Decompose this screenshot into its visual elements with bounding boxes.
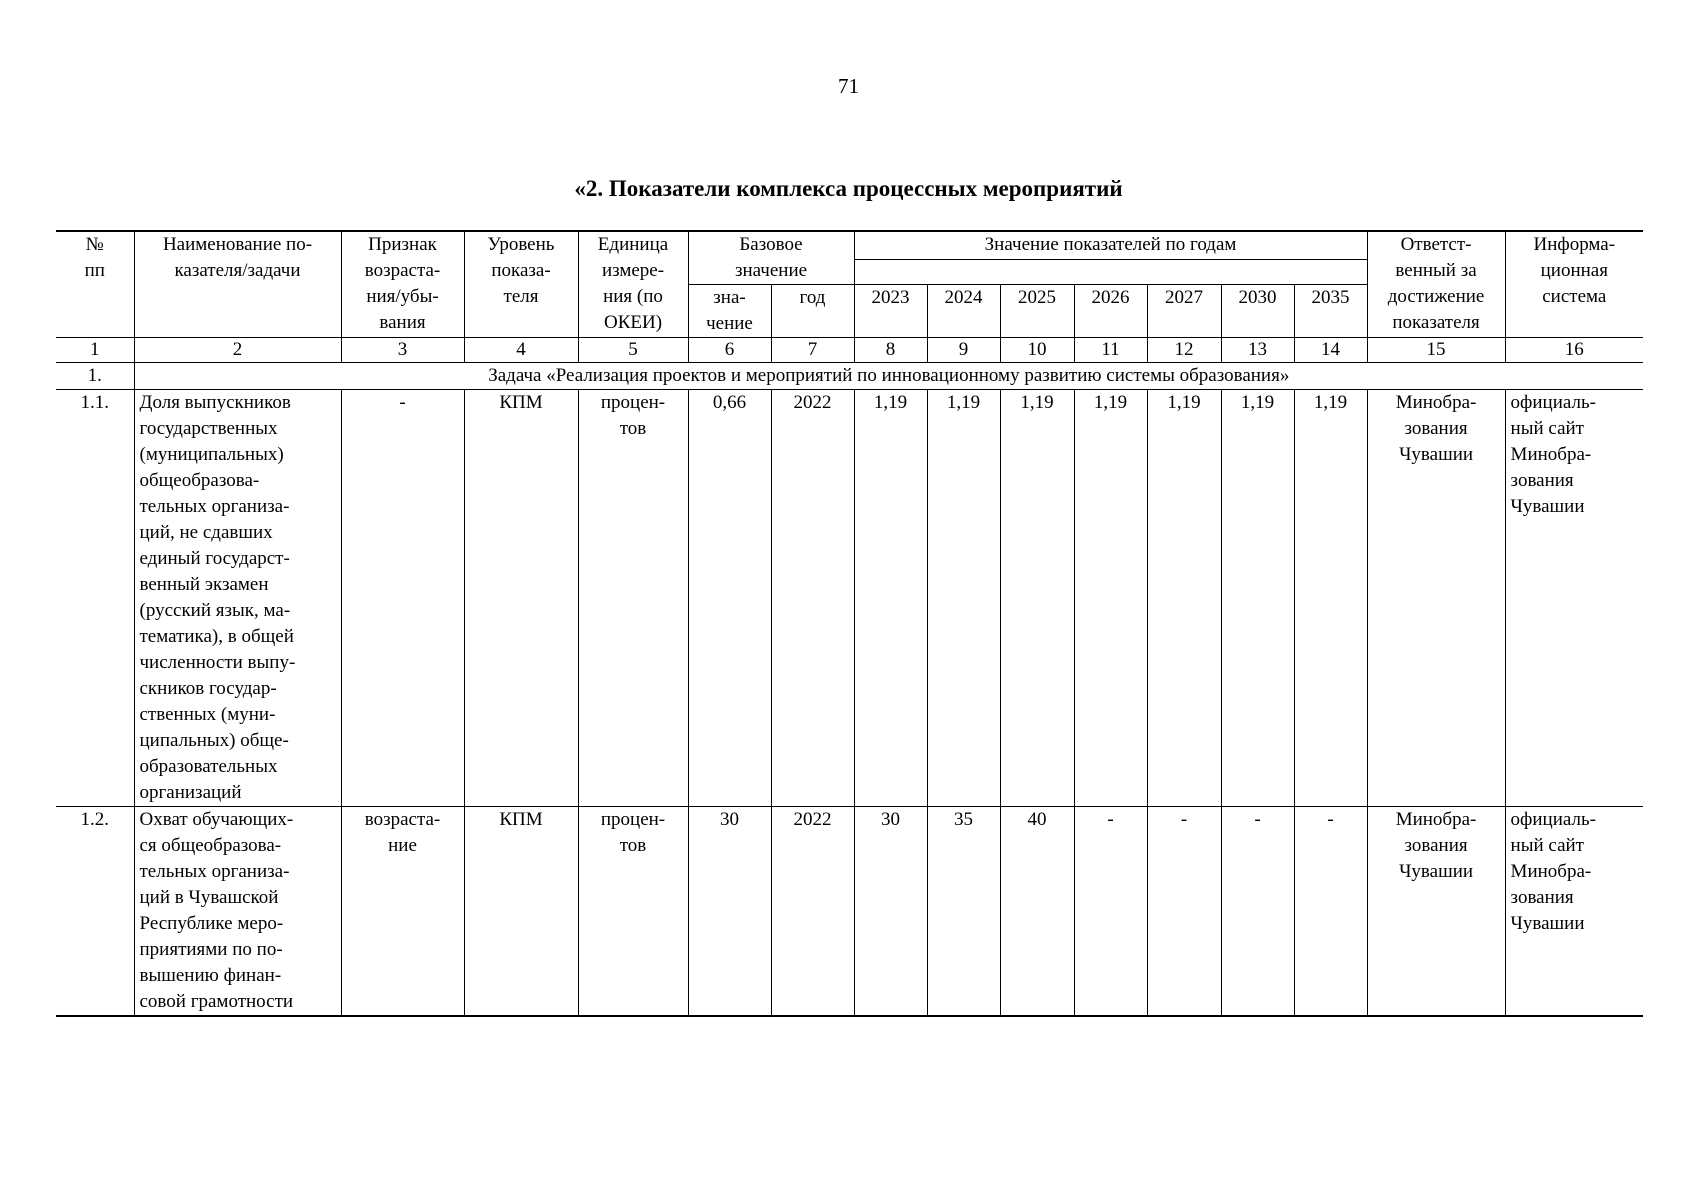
base-year: 2022 [771,807,854,1017]
year-value: 1,19 [927,390,1000,807]
column-number: 16 [1505,338,1643,363]
year-value: 30 [854,807,927,1017]
column-number: 10 [1000,338,1074,363]
column-number: 9 [927,338,1000,363]
indicator-level: КПМ [464,807,578,1017]
header-info-system: Информа- ционная система [1505,231,1643,338]
header-years-group-spacer [854,260,1367,285]
year-value: - [1294,807,1367,1017]
header-years-group: Значение показателей по годам [854,231,1367,260]
base-value: 0,66 [688,390,771,807]
year-value: 1,19 [1221,390,1294,807]
header-year: 2026 [1074,285,1147,338]
column-number: 12 [1147,338,1221,363]
indicator-name: Доля выпускников государственных (муниципальных) общеобразова- тельных организа- ций, не сдавших единый государст- венный экзамен (русский язык, ма- тематика), в общей численности выпу- скников государ- ственных (муни- ципальных) обще- образовательных организаций [134,390,341,807]
year-value: - [1221,807,1294,1017]
base-value: 30 [688,807,771,1017]
indicator-level: КПМ [464,390,578,807]
year-value: 1,19 [1147,390,1221,807]
column-number: 14 [1294,338,1367,363]
year-value: 1,19 [1000,390,1074,807]
header-year: 2030 [1221,285,1294,338]
header-responsible: Ответст- венный за достижение показателя [1367,231,1505,338]
column-number: 15 [1367,338,1505,363]
header-name: Наименование по- казателя/задачи [134,231,341,338]
indicator-unit: процен- тов [578,390,688,807]
year-value: - [1147,807,1221,1017]
header-year: 2024 [927,285,1000,338]
year-value: 35 [927,807,1000,1017]
year-value: 40 [1000,807,1074,1017]
info-system: официаль- ный сайт Минобра- зования Чувашии [1505,390,1643,807]
header-num: № пп [56,231,134,338]
indicator-row-1-1 [56,390,1643,807]
column-number: 11 [1074,338,1147,363]
task-text: Задача «Реализация проектов и мероприятий по инновационному развитию системы образования» [134,363,1643,390]
column-number: 1 [56,338,134,363]
header-base-value: зна- чение [688,285,771,338]
header-unit: Единица измере- ния (по ОКЕИ) [578,231,688,338]
column-numbers-row [56,338,1643,363]
indicator-row-1-2 [56,807,1643,1017]
header-level: Уровень показа- теля [464,231,578,338]
indicator-unit: процен- тов [578,807,688,1017]
info-system: официаль- ный сайт Минобра- зования Чувашии [1505,807,1643,1017]
year-value: 1,19 [1294,390,1367,807]
header-year: 2035 [1294,285,1367,338]
header-row [56,231,1643,260]
column-number: 4 [464,338,578,363]
header-sign: Признак возраста- ния/убы- вания [341,231,464,338]
task-number: 1. [56,363,134,390]
indicators-table [56,230,1643,1017]
column-number: 2 [134,338,341,363]
header-base-year: год [771,285,854,338]
column-number: 3 [341,338,464,363]
row-number: 1.1. [56,390,134,807]
year-value: 1,19 [854,390,927,807]
header-year: 2027 [1147,285,1221,338]
header-base: Базовое значение [688,231,854,285]
column-number: 7 [771,338,854,363]
column-number: 13 [1221,338,1294,363]
page-number: 71 [838,74,859,98]
responsible-org: Минобра- зования Чувашии [1367,390,1505,807]
header-year: 2025 [1000,285,1074,338]
base-year: 2022 [771,390,854,807]
header-year: 2023 [854,285,927,338]
year-value: 1,19 [1074,390,1147,807]
indicator-name: Охват обучающих- ся общеобразова- тельных организа- ций в Чувашской Республике меро- приятиями по по- вышению финан- совой грамотности [134,807,341,1017]
indicator-sign: - [341,390,464,807]
task-row [56,363,1643,390]
year-value: - [1074,807,1147,1017]
column-number: 5 [578,338,688,363]
row-number: 1.2. [56,807,134,1017]
responsible-org: Минобра- зования Чувашии [1367,807,1505,1017]
column-number: 6 [688,338,771,363]
document-title: «2. Показатели комплекса процессных мероприятий [574,176,1123,201]
column-number: 8 [854,338,927,363]
indicator-sign: возраста- ние [341,807,464,1017]
